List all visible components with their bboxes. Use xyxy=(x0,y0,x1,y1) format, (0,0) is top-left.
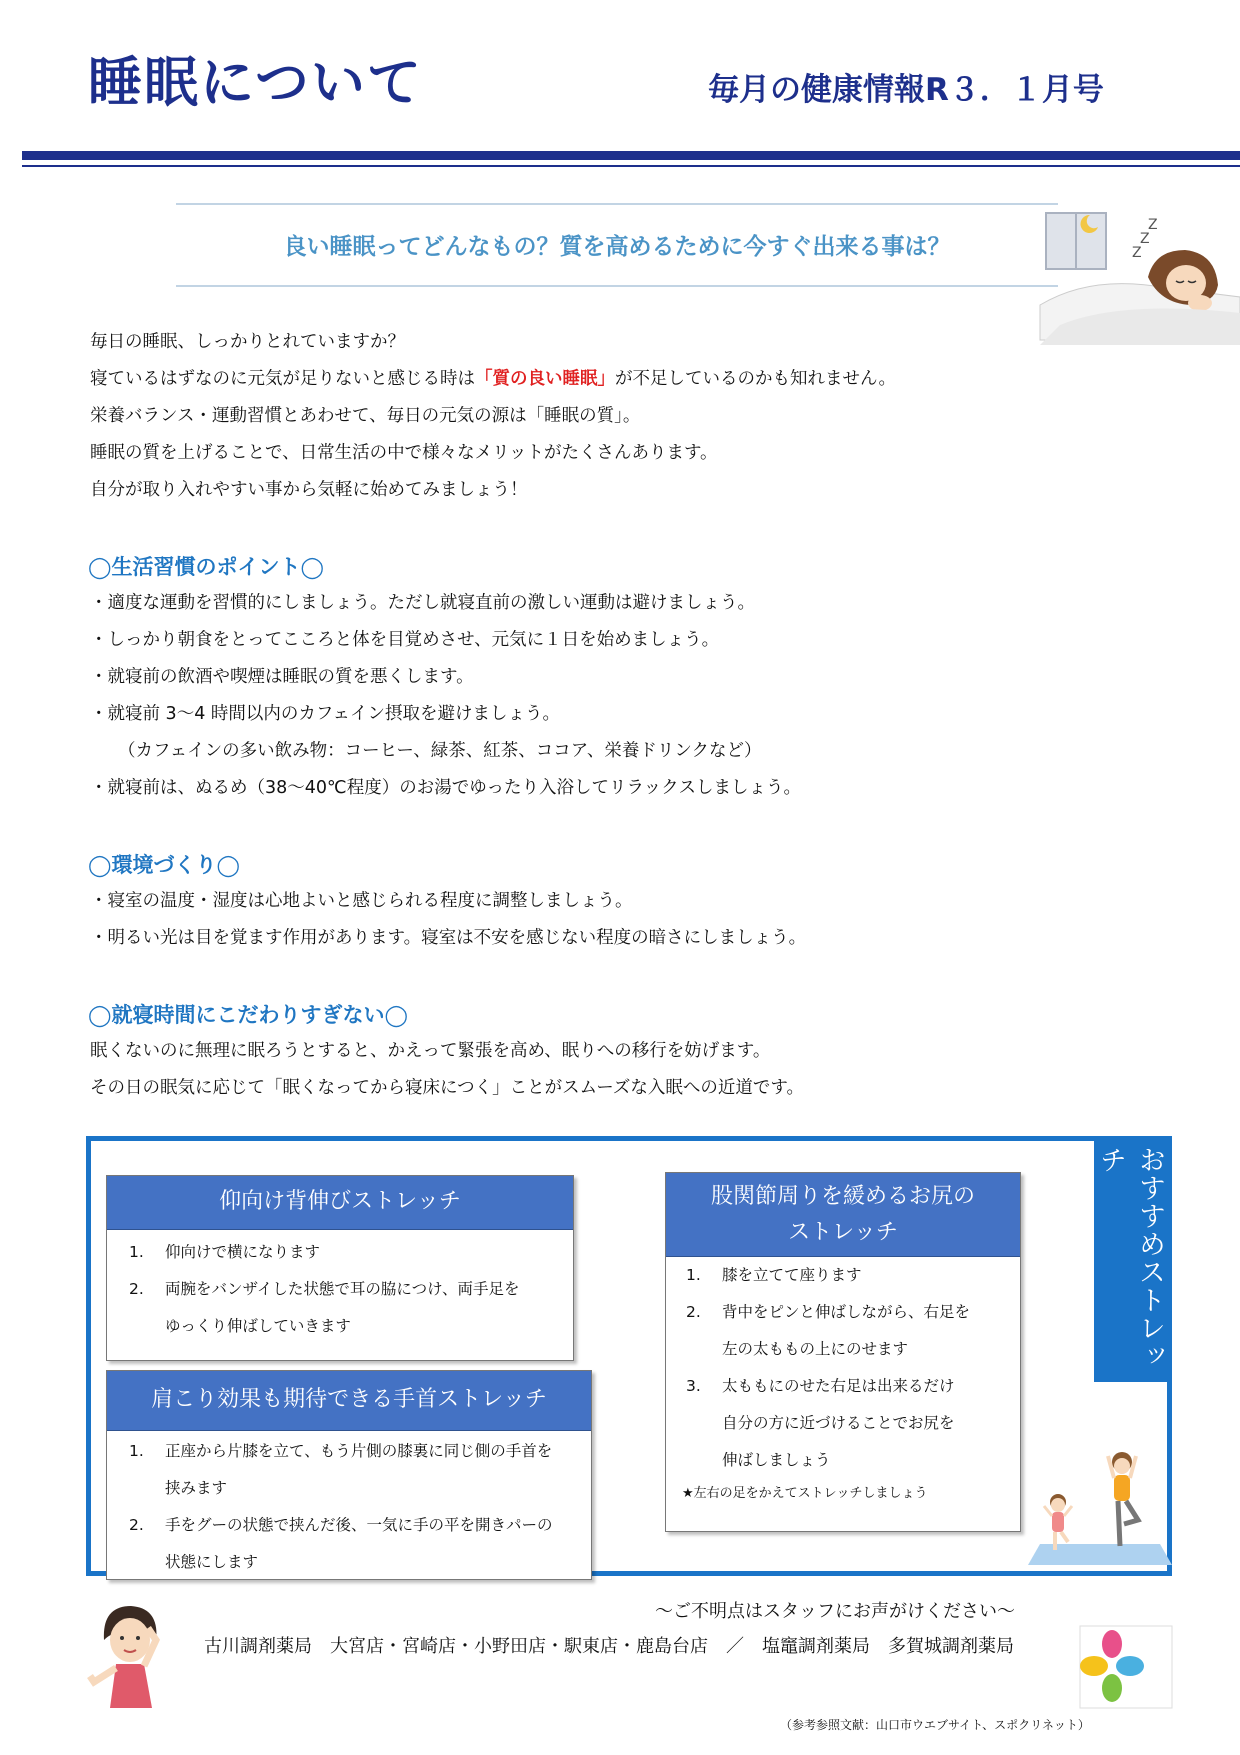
stretch-card-hip xyxy=(665,1172,1021,1532)
step-item-continued: ゆっくり伸ばしていきます xyxy=(165,1317,351,1335)
issue-label: 毎月の健康情報R３．１月号 xyxy=(708,72,1104,108)
section-heading-lifestyle: ◯生活習慣のポイント◯ xyxy=(88,555,325,579)
section-heading-bedtime: ◯就寝時間にこだわりすぎない◯ xyxy=(88,1003,409,1027)
references: （参考参照文献：山口市ウエブサイト、スポクリネット） xyxy=(780,1718,1090,1732)
step-item-continued: 自分の方に近づけることでお尻を xyxy=(722,1414,955,1432)
card-title: 肩こり効果も期待できる手首ストレッチ xyxy=(107,1371,591,1431)
intro-emphasis: 「質の良い睡眠」 xyxy=(475,369,615,389)
lifestyle-line: （カフェインの多い飲み物：コーヒー、緑茶、紅茶、ココア、栄養ドリンクなど） xyxy=(118,741,762,761)
neck-stretch-girl-illustration xyxy=(86,1600,176,1710)
stretch-card-back xyxy=(106,1175,574,1361)
footer-store-list: 古川調剤薬局 大宮店・宮崎店・小野田店・駅東店・鹿島台店 ／ 塩竈調剤薬局 多賀城調剤薬局 xyxy=(204,1636,1014,1657)
step-item: 2. 背中をピンと伸ばしながら、右足を xyxy=(686,1303,971,1321)
intro-line-1: 毎日の睡眠、しっかりとれていますか？ xyxy=(90,332,405,352)
subtitle: 良い睡眠ってどんなもの？質を高めるために今すぐ出来る事は？ xyxy=(283,234,951,260)
step-item: 2. 両腕をバンザイした状態で耳の脇につけ、両手足を xyxy=(129,1280,520,1298)
lifestyle-line: ・就寝前 3～4 時間以内のカフェイン摂取を避けましょう。 xyxy=(90,704,561,724)
card-steps xyxy=(107,1431,591,1581)
lifestyle-line: ・適度な運動を習慣的にしましょう。ただし就寝直前の激しい運動は避けましょう。 xyxy=(90,593,755,613)
footer-message: ～ご不明点はスタッフにお声がけください～ xyxy=(655,1601,1015,1622)
sleeping-woman-illustration xyxy=(1040,205,1240,345)
step-item-continued: 左の太ももの上にのせます xyxy=(722,1340,909,1358)
svg-text:Z: Z xyxy=(1140,231,1150,247)
step-item: 3. 太ももにのせた右足は出来るだけ xyxy=(686,1377,955,1395)
lifestyle-line: ・しっかり朝食をとってこころと体を目覚めさせ、元気に１日を始めましょう。 xyxy=(90,630,720,650)
intro-line-4: 睡眠の質を上げることで、日常生活の中で様々なメリットがたくさんあります。 xyxy=(90,443,718,463)
step-item: 1. 正座から片膝を立て、もう片側の膝裏に同じ側の手首を xyxy=(129,1442,553,1460)
bedtime-line: その日の眠気に応じて「眠くなってから寝床につく」ことがスムーズな入眠への近道です。 xyxy=(90,1078,804,1098)
stretch-label: おすすめストレッチ xyxy=(1094,1136,1169,1382)
subtitle-rule-bottom xyxy=(176,285,1058,287)
stretch-card-wrist xyxy=(106,1370,592,1580)
intro-line-5: 自分が取り入れやすい事から気軽に始めてみましょう！ xyxy=(90,480,528,500)
svg-text:Z: Z xyxy=(1148,217,1158,233)
step-item: 2. 手をグーの状態で挟んだ後、一気に手の平を開きパーの xyxy=(129,1516,553,1534)
page-title: 睡眠について xyxy=(88,51,423,114)
header-rule-thin xyxy=(22,165,1240,167)
step-item: 1. 膝を立てて座ります xyxy=(686,1266,862,1284)
lifestyle-line: ・就寝前は、ぬるめ（38～40℃程度）のお湯でゆったり入浴してリラックスしましょう。 xyxy=(90,778,801,798)
card-steps xyxy=(107,1230,573,1345)
intro-line-2-pre: 寝ているはずなのに元気が足りないと感じる時は xyxy=(90,369,475,389)
svg-text:Z: Z xyxy=(1132,245,1142,261)
lifestyle-line: ・就寝前の飲酒や喫煙は睡眠の質を悪くします。 xyxy=(90,667,474,687)
section-heading-environment: ◯環境づくり◯ xyxy=(88,853,241,877)
intro-line-2 xyxy=(90,361,896,398)
step-item-continued: 伸ばしましょう xyxy=(722,1451,831,1469)
intro-line-3: 栄養バランス・運動習慣とあわせて、毎日の元気の源は「睡眠の質」。 xyxy=(90,406,641,426)
yoga-family-illustration xyxy=(1020,1450,1172,1570)
environment-line: ・寝室の温度・湿度は心地よいと感じられる程度に調整しましょう。 xyxy=(90,891,633,911)
step-item: 1. 仰向けで横になります xyxy=(129,1243,321,1261)
bedtime-line: 眠くないのに無理に眠ろうとすると、かえって緊張を高め、眠りへの移行を妨げます。 xyxy=(90,1041,771,1061)
header-rule-thick xyxy=(22,151,1240,160)
card-note: ★左右の足をかえてストレッチしましょう xyxy=(682,1486,928,1501)
card-steps xyxy=(666,1257,1020,1509)
environment-line: ・明るい光は目を覚ます作用があります。寝室は不安を感じない程度の暗さにしましょう。 xyxy=(90,928,807,948)
card-title: 股関節周りを緩めるお尻の ストレッチ xyxy=(666,1173,1020,1257)
intro-line-2-post: が不足しているのかも知れません。 xyxy=(615,369,897,389)
step-item-continued: 状態にします xyxy=(165,1553,259,1571)
subtitle-rule-top xyxy=(176,203,1058,205)
flower-logo xyxy=(1080,1626,1172,1708)
step-item-continued: 挟みます xyxy=(165,1479,228,1497)
card-title: 仰向け背伸びストレッチ xyxy=(107,1176,573,1230)
